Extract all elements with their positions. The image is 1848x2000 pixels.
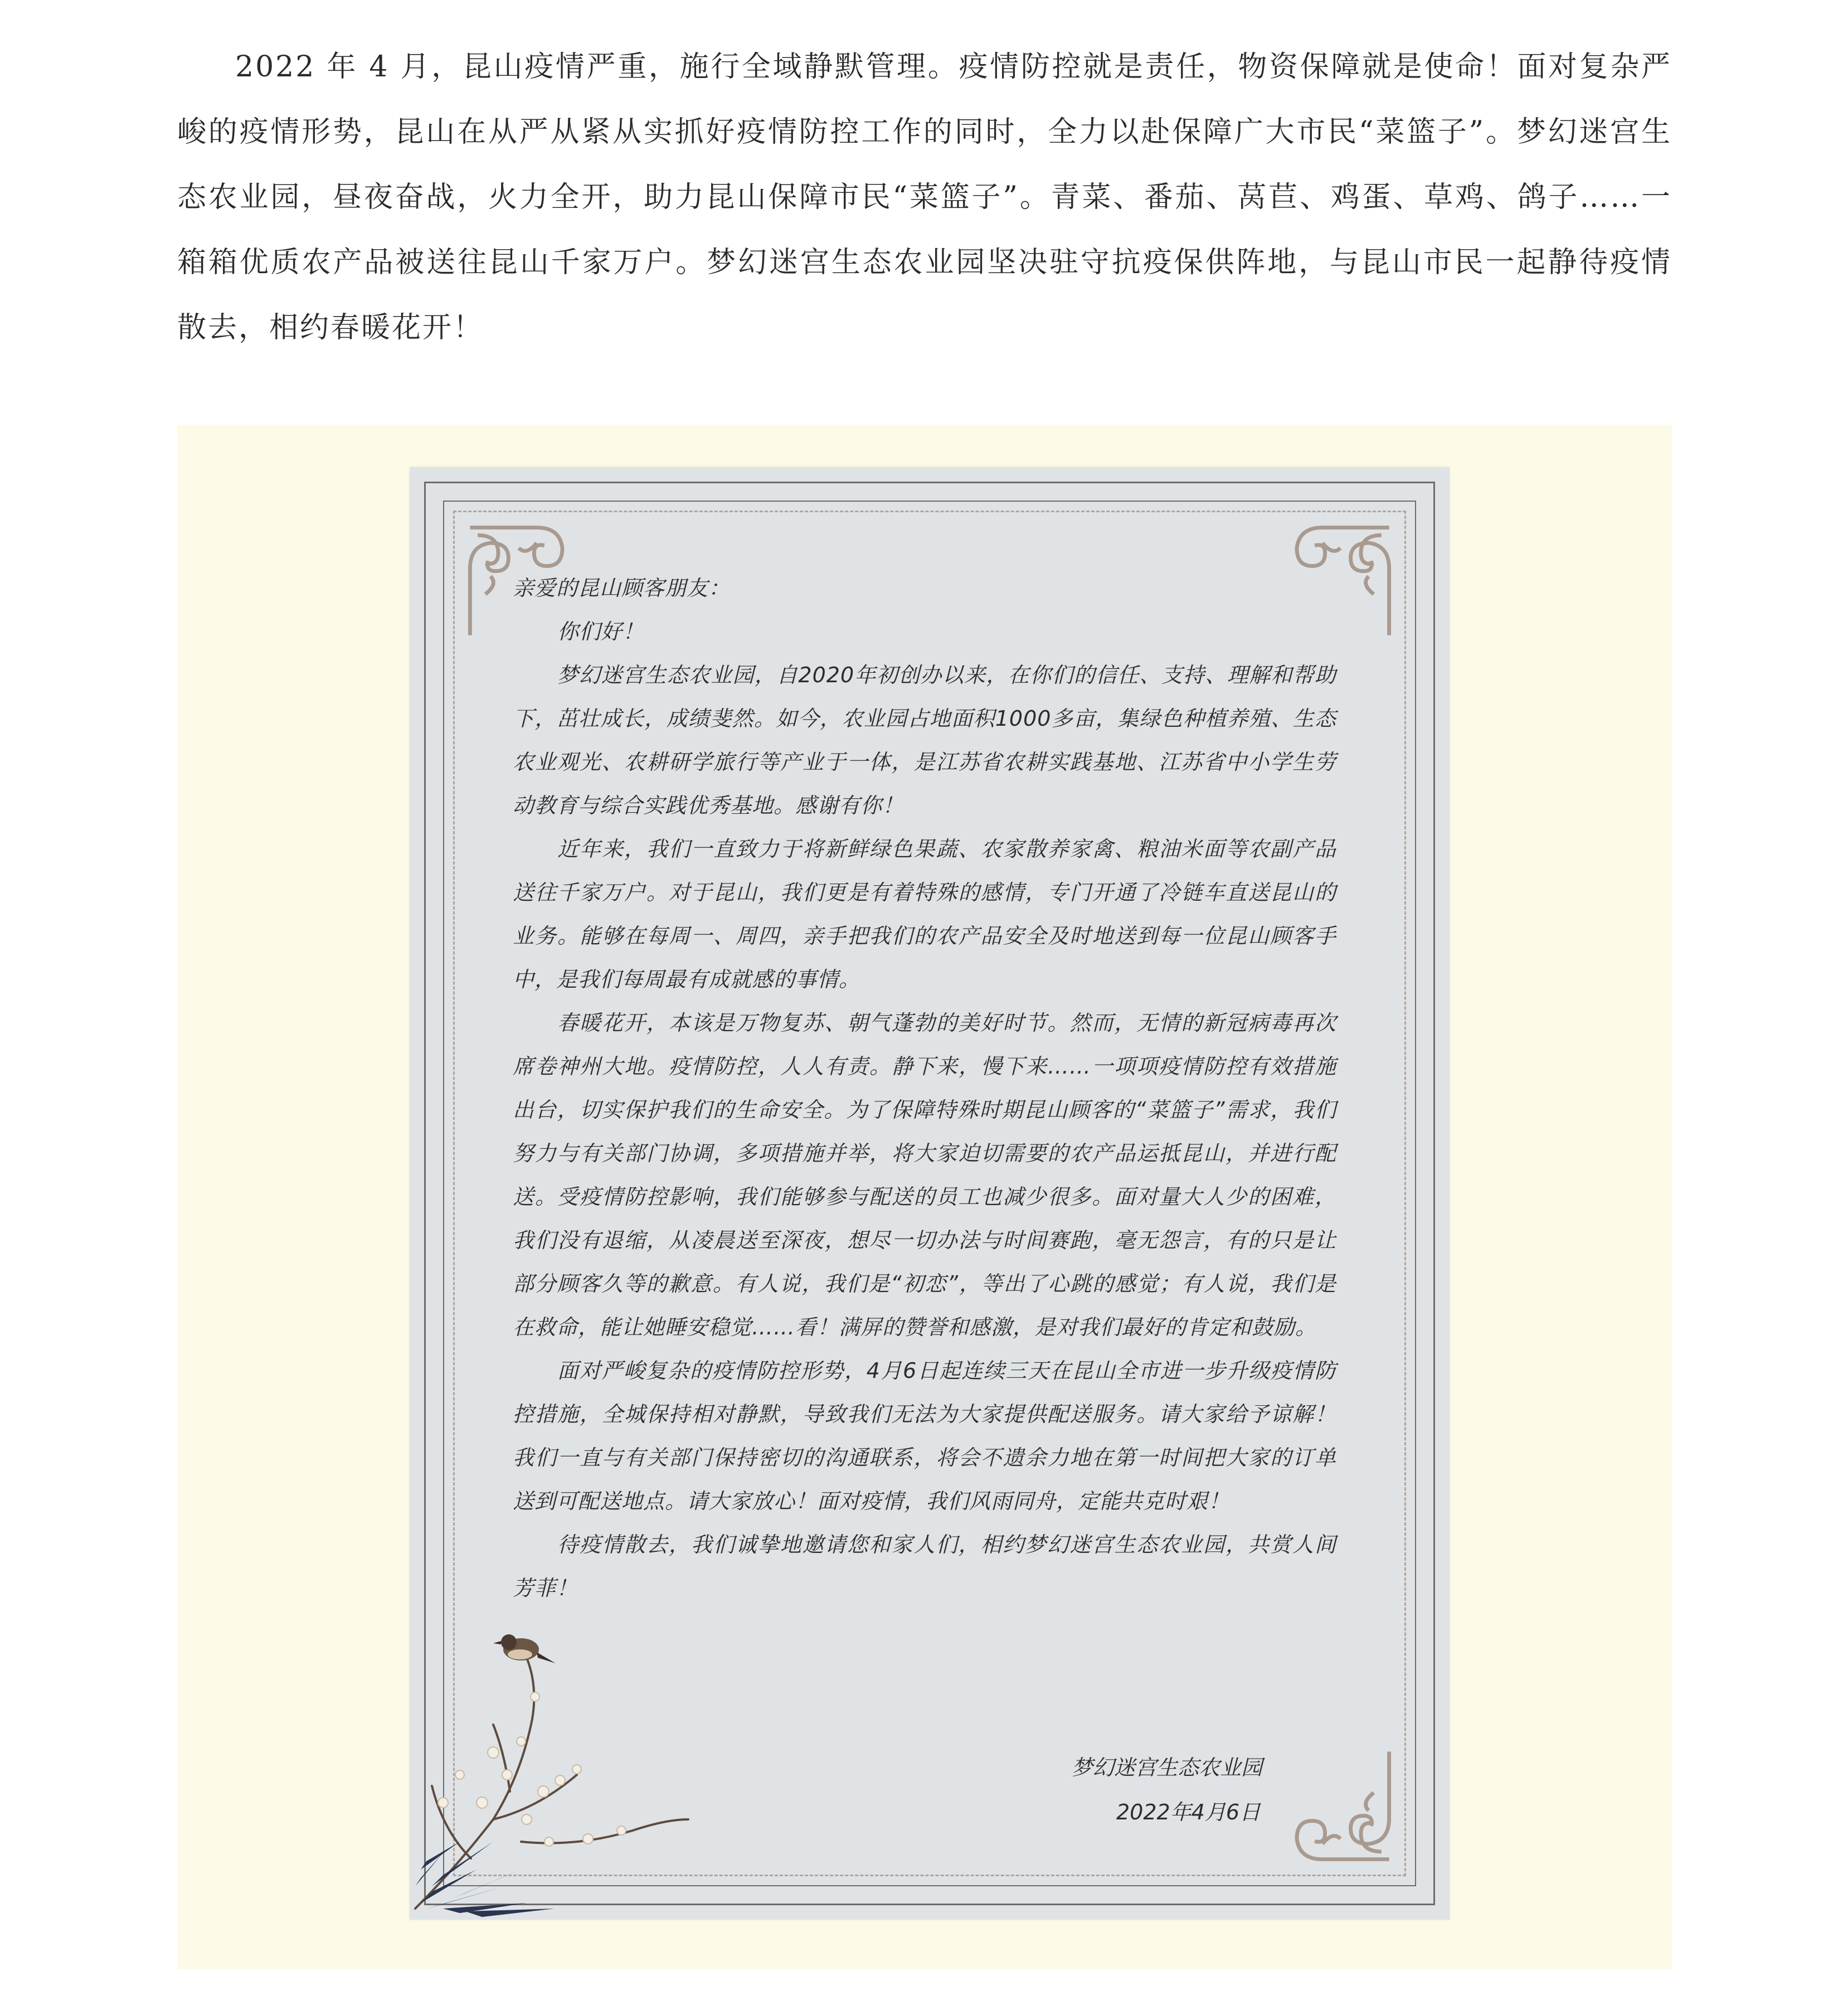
letter-paragraph: 面对严峻复杂的疫情防控形势，4月6日起连续三天在昆山全市进一步升级疫情防控措施，全城保持相对静默，导致我们无法为大家提供配送服务。请大家给予谅解！我们一直与有关部门保持密切的沟通联系，将会不遗余力地在第一时间把大家的订单送到可配送地点。请大家放心！面对疫情，我们风雨同舟，定能共克时艰！ <box>513 1358 1336 1513</box>
letter-signature: 梦幻迷宫生态农业园 <box>1072 1755 1263 1780</box>
intro-paragraph: 2022 年 4 月，昆山疫情严重，施行全域静默管理。疫情防控就是责任，物资保障就是使命！面对复杂严峻的疫情形势，昆山在从严从紧从实抓好疫情防控工作的同时，全力以赴保障广大市民“菜篮子”。梦幻迷宫生态农业园，昼夜奋战，火力全开，助力昆山保障市民“菜篮子”。青菜、番茄、莴苣、鸡蛋、草鸡、鸽子……一箱箱优质农产品被送往昆山千家万户。梦幻迷宫生态农业园坚决驻守抗疫保供阵地，与昆山市民一起静待疫情散去，相约春暖花开！ <box>177 50 1672 344</box>
cloud-scroll-corner-icon <box>1271 1741 1399 1870</box>
bird-on-branch-illustration <box>410 1608 699 1920</box>
letter-paragraph: 近年来，我们一直致力于将新鲜绿色果蔬、农家散养家禽、粮油米面等农副产品送往千家万户。对于昆山，我们更是有着特殊的感情，专门开通了冷链车直送昆山的业务。能够在每周一、周四，亲手把我们的农产品安全及时地送到每一位昆山顾客手中，是我们每周最有成就感的事情。 <box>513 837 1336 992</box>
letter-image <box>410 467 1450 1920</box>
letter-salutation: 亲爱的昆山顾客朋友： <box>513 576 731 600</box>
letter-paragraph: 梦幻迷宫生态农业园，自2020年初创办以来，在你们的信任、支持、理解和帮助下，茁壮成长，成绩斐然。如今，农业园占地面积1000多亩，集绿色种植养殖、生态农业观光、农耕研学旅行等产业于一体，是江苏省农耕实践基地、江苏省中小学生劳动教育与综合实践优秀基地。感谢有你！ <box>513 663 1336 818</box>
letter-paragraph: 春暖花开，本该是万物复苏、朝气蓬勃的美好时节。然而，无情的新冠病毒再次席卷神州大地。疫情防控，人人有责。静下来，慢下来……一项项疫情防控有效措施出台，切实保护我们的生命安全。为了保障特殊时期昆山顾客的“菜篮子”需求，我们努力与有关部门协调，多项措施并举，将大家迫切需要的农产品运抵昆山，并进行配送。受疫情防控影响，我们能够参与配送的员工也减少很多。面对量大人少的困难，我们没有退缩，从凌晨送至深夜，想尽一切办法与时间赛跑，毫无怨言，有的只是让部分顾客久等的歉意。有人说，我们是“初恋”，等出了心跳的感觉；有人说，我们是在救命，能让她睡安稳觉……看！满屏的赞誉和感激，是对我们最好的肯定和鼓励。 <box>513 1011 1336 1339</box>
letter-date: 2022年4月6日 <box>1116 1800 1261 1824</box>
bird-icon <box>493 1634 556 1663</box>
letter-body <box>513 566 1336 1610</box>
letter-paragraph: 你们好！ <box>557 619 645 644</box>
letter-paragraph: 待疫情散去，我们诚挚地邀请您和家人们，相约梦幻迷宫生态农业园，共赏人间芳菲！ <box>513 1532 1336 1600</box>
